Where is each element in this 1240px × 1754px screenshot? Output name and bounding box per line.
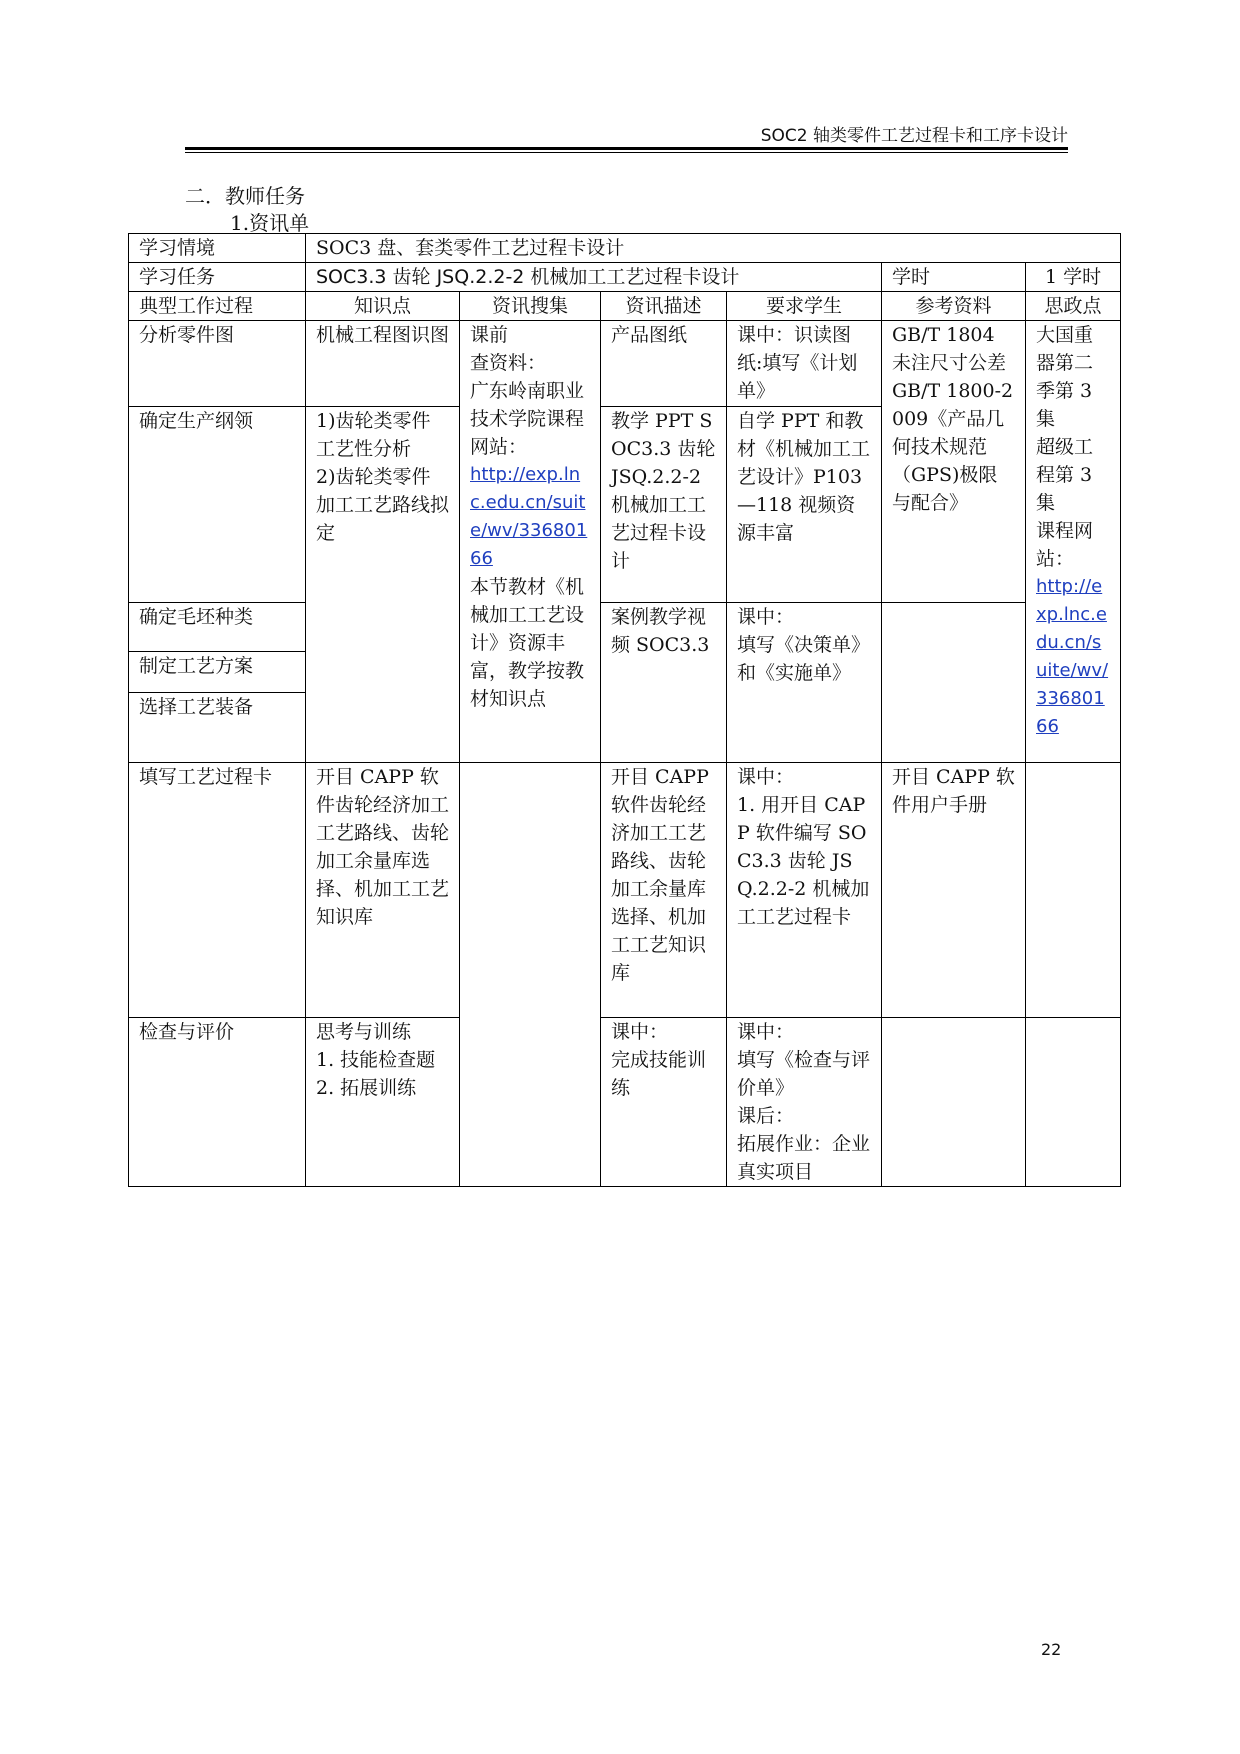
process-cell: 确定毛坯种类: [129, 603, 306, 652]
description-cell: 案例教学视频 SOC3.3: [601, 603, 727, 763]
requirement-cell: 课中： 填写《检查与评价单》 课后： 拓展作业：企业真实项目: [727, 1018, 882, 1187]
reference-cell-empty: [882, 603, 1026, 763]
header-rule-thin: [185, 152, 1068, 153]
reference-cell: GB/T 1804 未注尺寸公差 GB/T 1800-2009《产品几何技术规范（GPS)极限与配合》: [882, 321, 1026, 603]
table-row: [129, 1018, 1121, 1187]
table-row: [129, 263, 1121, 292]
collect-text-before: 课前 查资料： 广东岭南职业技术学院课程网站：: [470, 324, 585, 458]
table-header-row: [129, 292, 1121, 321]
running-header: SOC2 轴类零件工艺过程卡和工序卡设计: [760, 126, 1068, 146]
page-number: 22: [1041, 1640, 1062, 1659]
requirement-cell: 课中： 填写《决策单》和《实施单》: [727, 603, 882, 763]
header-knowledge: 知识点: [306, 292, 460, 321]
ideology-text: 大国重器第二季第 3 集 超级工程第 3 集 课程网站：: [1036, 324, 1094, 570]
process-cell: 填写工艺过程卡: [129, 763, 306, 1018]
hours-label: 学时: [882, 263, 1026, 292]
table-row: [129, 603, 1121, 652]
description-cell: 教学 PPT SOC3.3 齿轮 JSQ.2.2-2 机械加工工艺过程卡设计: [601, 407, 727, 603]
description-cell: 产品图纸: [601, 321, 727, 407]
ideology-cell: [1026, 321, 1121, 763]
requirement-cell: 课中： 1. 用开目 CAPP 软件编写 SOC3.3 齿轮 JSQ.2.2-2 机械加工工艺过程卡: [727, 763, 882, 1018]
knowledge-cell: 开目 CAPP 软件齿轮经济加工工艺路线、齿轮加工余量库选择、机加工工艺知识库: [306, 763, 460, 1018]
section-title: 二．教师任务: [185, 184, 305, 208]
requirement-cell: 自学 PPT 和教材《机械加工工艺设计》P103—118 视频资源丰富: [727, 407, 882, 603]
learning-context-value: SOC3 盘、套类零件工艺过程卡设计: [306, 234, 1121, 263]
process-cell: 选择工艺装备: [129, 693, 306, 763]
reference-cell: 开目 CAPP 软件用户手册: [882, 763, 1026, 1018]
learning-context-label: 学习情境: [129, 234, 306, 263]
knowledge-cell: 思考与训练 1. 技能检查题 2. 拓展训练: [306, 1018, 460, 1187]
header-process: 典型工作过程: [129, 292, 306, 321]
header-description: 资讯描述: [601, 292, 727, 321]
collect-cell: [460, 321, 601, 763]
info-table: [128, 233, 1121, 1187]
subsection-title: 1.资讯单: [230, 211, 310, 235]
header-rule-thick: [185, 147, 1068, 150]
header-ideology: 思政点: [1026, 292, 1121, 321]
reference-cell-empty: [882, 1018, 1026, 1187]
ideology-cell-empty: [1026, 1018, 1121, 1187]
hours-value: 1 学时: [1026, 263, 1121, 292]
header-reference: 参考资料: [882, 292, 1026, 321]
course-site-link[interactable]: http://exp.lnc.edu.cn/suite/wv/33680166: [470, 464, 588, 569]
collect-cell-empty: [460, 763, 601, 1187]
knowledge-cell: 1)齿轮类零件工艺性分析 2)齿轮类零件加工工艺路线拟定: [306, 407, 460, 763]
table-row: [129, 321, 1121, 407]
process-cell: 制定工艺方案: [129, 652, 306, 693]
process-cell: 确定生产纲领: [129, 407, 306, 603]
ideology-link[interactable]: http://exp.lnc.edu.cn/suite/wv/33680166: [1036, 576, 1109, 737]
description-cell: 课中： 完成技能训练: [601, 1018, 727, 1187]
knowledge-cell: 机械工程图识图: [306, 321, 460, 407]
process-cell: 分析零件图: [129, 321, 306, 407]
table-row: [129, 234, 1121, 263]
table-row: [129, 763, 1121, 1018]
description-cell: 开目 CAPP 软件齿轮经济加工工艺路线、齿轮加工余量库选择、机加工工艺知识库: [601, 763, 727, 1018]
requirement-cell: 课中：识读图纸:填写《计划单》: [727, 321, 882, 407]
header-collect: 资讯搜集: [460, 292, 601, 321]
process-cell: 检查与评价: [129, 1018, 306, 1187]
learning-task-value: SOC3.3 齿轮 JSQ.2.2-2 机械加工工艺过程卡设计: [306, 263, 882, 292]
ideology-cell-empty: [1026, 763, 1121, 1018]
collect-text-after: 本节教材《机械加工工艺设计》资源丰富，教学按教材知识点: [470, 576, 585, 710]
learning-task-label: 学习任务: [129, 263, 306, 292]
header-requirement: 要求学生: [727, 292, 882, 321]
